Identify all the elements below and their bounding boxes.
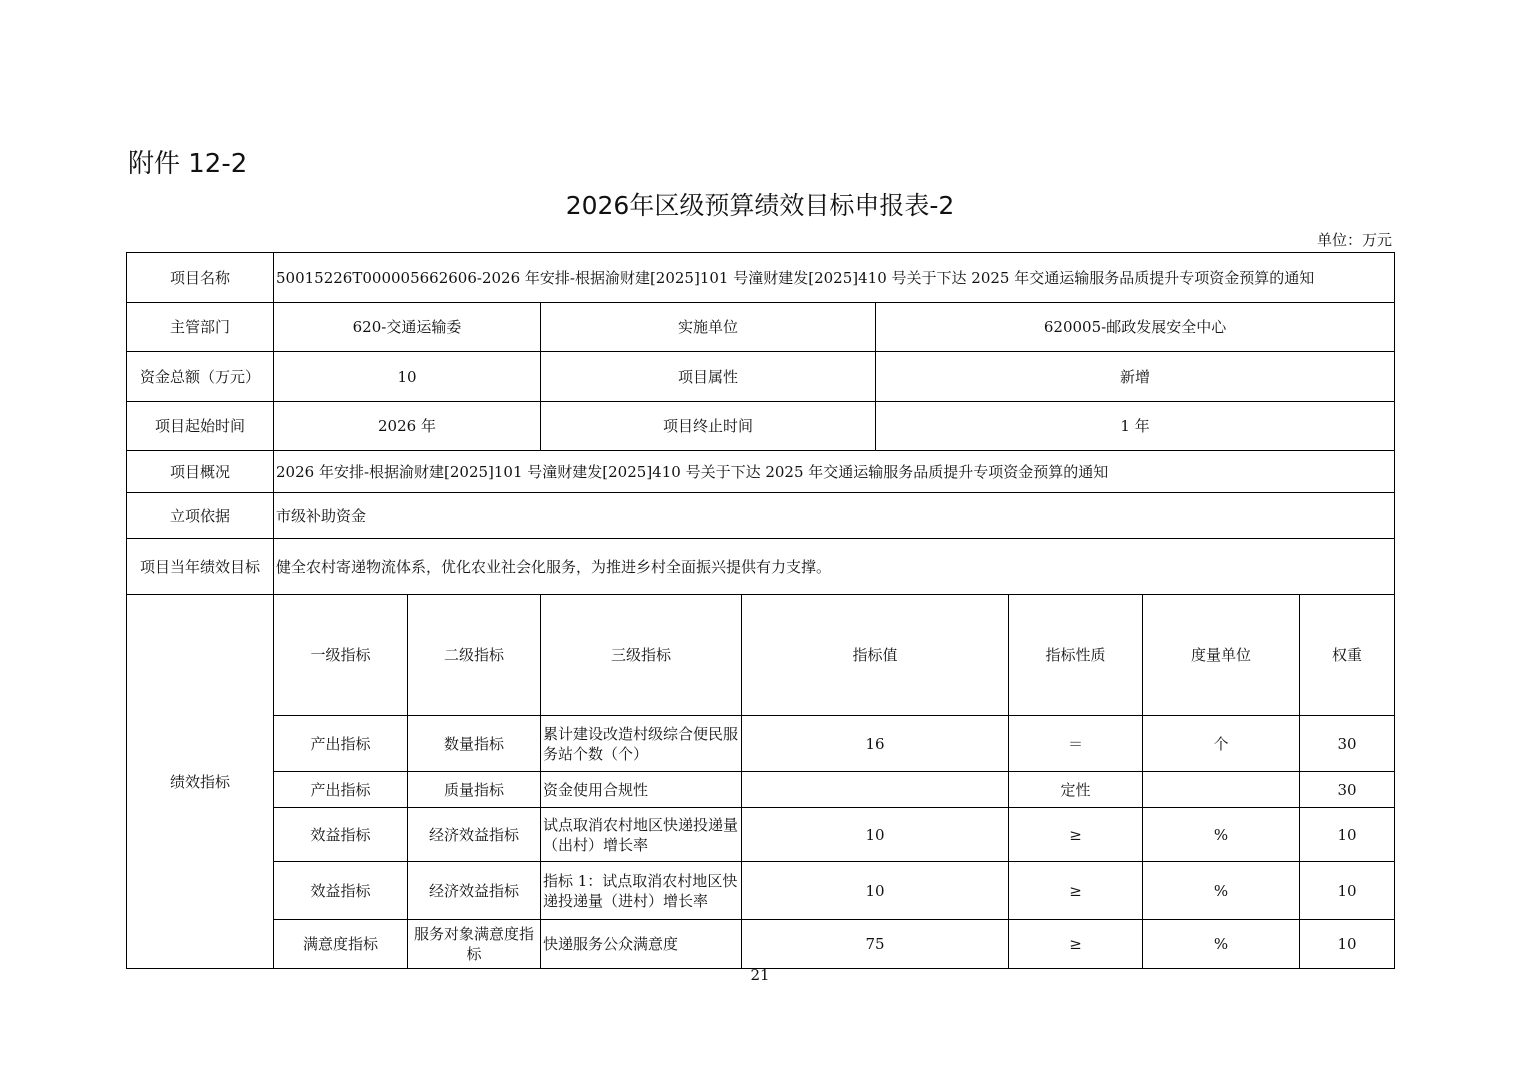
funds-label: 资金总额（万元） — [127, 352, 274, 402]
value-cell: 16 — [742, 716, 1009, 772]
goal-label: 项目当年绩效目标 — [127, 539, 274, 595]
header-level3: 三级指标 — [541, 595, 742, 716]
value-cell: 75 — [742, 920, 1009, 969]
level2-cell: 经济效益指标 — [408, 808, 541, 862]
basis-value: 市级补助资金 — [274, 493, 1395, 539]
performance-target-table — [126, 252, 1395, 969]
unit-cell: % — [1143, 808, 1300, 862]
level2-cell: 经济效益指标 — [408, 862, 541, 920]
indicators-section-label: 绩效指标 — [127, 595, 274, 969]
dept-label: 主管部门 — [127, 303, 274, 352]
value-cell — [742, 772, 1009, 808]
header-nature: 指标性质 — [1009, 595, 1143, 716]
nature-cell: ≥ — [1009, 862, 1143, 920]
level2-cell: 质量指标 — [408, 772, 541, 808]
row-funds — [127, 352, 1395, 402]
level3-cell: 资金使用合规性 — [541, 772, 742, 808]
table-row — [127, 920, 1395, 969]
level1-cell: 产出指标 — [274, 772, 408, 808]
nature-cell: 定性 — [1009, 772, 1143, 808]
level1-cell: 效益指标 — [274, 862, 408, 920]
header-value: 指标值 — [742, 595, 1009, 716]
basis-label: 立项依据 — [127, 493, 274, 539]
start-value: 2026 年 — [274, 402, 541, 451]
page-number: 21 — [750, 966, 770, 984]
table-row — [127, 716, 1395, 772]
weight-cell: 10 — [1300, 862, 1395, 920]
start-label: 项目起始时间 — [127, 402, 274, 451]
value-cell: 10 — [742, 808, 1009, 862]
unit-cell: 个 — [1143, 716, 1300, 772]
row-department — [127, 303, 1395, 352]
weight-cell: 30 — [1300, 716, 1395, 772]
attr-label: 项目属性 — [541, 352, 876, 402]
header-unit: 度量单位 — [1143, 595, 1300, 716]
header-level2: 二级指标 — [408, 595, 541, 716]
value-cell: 10 — [742, 862, 1009, 920]
project-name-label: 项目名称 — [127, 253, 274, 303]
nature-cell: ≥ — [1009, 808, 1143, 862]
end-label: 项目终止时间 — [541, 402, 876, 451]
weight-cell: 10 — [1300, 808, 1395, 862]
level1-cell: 产出指标 — [274, 716, 408, 772]
indicator-header-row — [127, 595, 1395, 716]
impl-label: 实施单位 — [541, 303, 876, 352]
row-overview — [127, 451, 1395, 493]
unit-cell: % — [1143, 862, 1300, 920]
unit-label: 单位：万元 — [1316, 231, 1392, 249]
row-basis — [127, 493, 1395, 539]
dept-value: 620-交通运输委 — [274, 303, 541, 352]
project-name-value: 50015226T000005662606-2026 年安排-根据渝财建[2025]101 号潼财建发[2025]410 号关于下达 2025 年交通运输服务品质提升专项资金预算的通知 — [274, 253, 1395, 303]
level2-cell: 服务对象满意度指标 — [408, 920, 541, 969]
table-row — [127, 862, 1395, 920]
level3-cell: 指标 1：试点取消农村地区快递投递量（进村）增长率 — [541, 862, 742, 920]
nature-cell: ＝ — [1009, 716, 1143, 772]
impl-value: 620005-邮政发展安全中心 — [876, 303, 1395, 352]
weight-cell: 30 — [1300, 772, 1395, 808]
table-row — [127, 772, 1395, 808]
attr-value: 新增 — [876, 352, 1395, 402]
row-time — [127, 402, 1395, 451]
overview-label: 项目概况 — [127, 451, 274, 493]
attachment-label: 附件 12-2 — [128, 149, 248, 179]
table-row — [127, 808, 1395, 862]
goal-value: 健全农村寄递物流体系，优化农业社会化服务，为推进乡村全面振兴提供有力支撑。 — [274, 539, 1395, 595]
level1-cell: 效益指标 — [274, 808, 408, 862]
level3-cell: 快递服务公众满意度 — [541, 920, 742, 969]
nature-cell: ≥ — [1009, 920, 1143, 969]
funds-value: 10 — [274, 352, 541, 402]
row-goal — [127, 539, 1395, 595]
level3-cell: 累计建设改造村级综合便民服务站个数（个） — [541, 716, 742, 772]
row-project-name — [127, 253, 1395, 303]
level1-cell: 满意度指标 — [274, 920, 408, 969]
weight-cell: 10 — [1300, 920, 1395, 969]
overview-value: 2026 年安排-根据渝财建[2025]101 号潼财建发[2025]410 号关于下达 2025 年交通运输服务品质提升专项资金预算的通知 — [274, 451, 1395, 493]
unit-cell — [1143, 772, 1300, 808]
end-value: 1 年 — [876, 402, 1395, 451]
unit-cell: % — [1143, 920, 1300, 969]
page-title: 2026年区级预算绩效目标申报表-2 — [565, 191, 955, 220]
header-level1: 一级指标 — [274, 595, 408, 716]
header-weight: 权重 — [1300, 595, 1395, 716]
level3-cell: 试点取消农村地区快递投递量（出村）增长率 — [541, 808, 742, 862]
level2-cell: 数量指标 — [408, 716, 541, 772]
